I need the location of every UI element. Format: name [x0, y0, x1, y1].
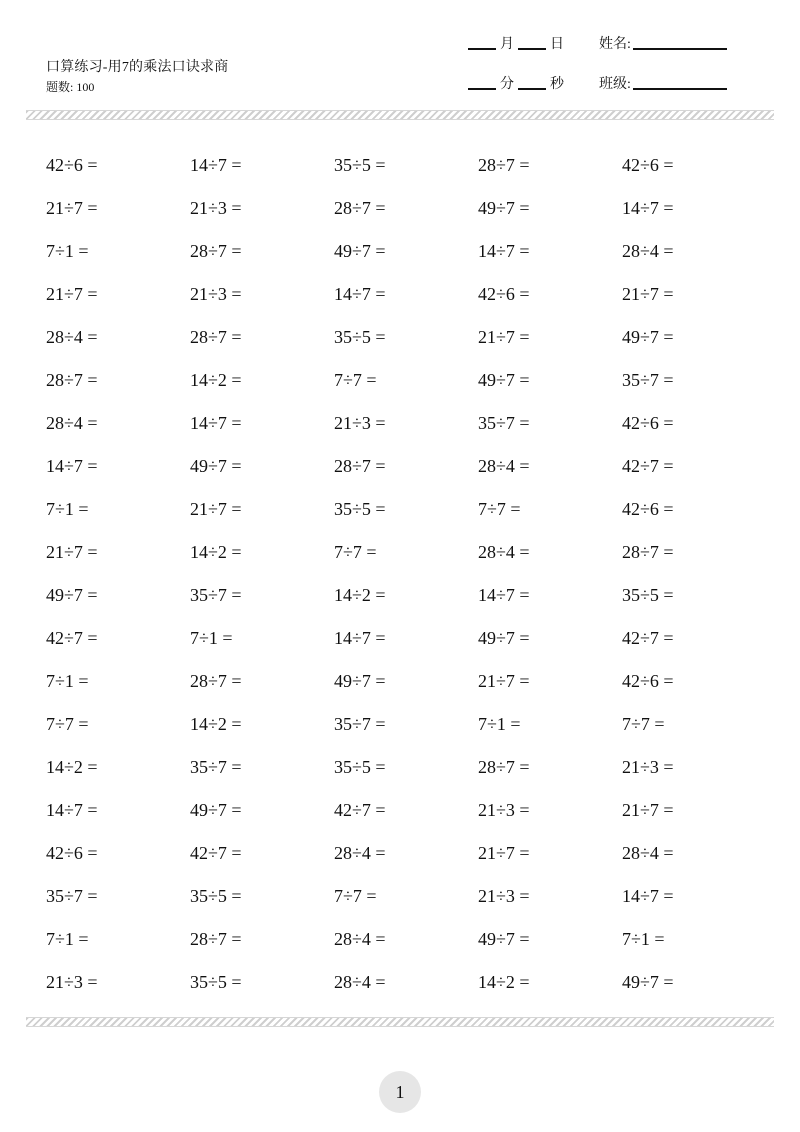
- problem-item: 28÷7 =: [334, 456, 386, 476]
- problem-item: 14÷7 =: [478, 585, 530, 605]
- problem-item: 28÷4 =: [622, 241, 674, 261]
- problem-item: 49÷7 =: [190, 800, 242, 820]
- problem-item: 49÷7 =: [478, 929, 530, 949]
- problem-item: 28÷4 =: [622, 843, 674, 863]
- problem-item: 21÷7 =: [622, 284, 674, 304]
- problem-item: 28÷7 =: [334, 198, 386, 218]
- problem-item: 35÷5 =: [334, 499, 386, 519]
- problem-item: 14÷2 =: [190, 542, 242, 562]
- page-number: 1: [379, 1071, 421, 1113]
- problem-grid: [46, 150, 766, 1010]
- problem-item: 42÷7 =: [46, 628, 98, 648]
- problem-item: 28÷4 =: [478, 456, 530, 476]
- problem-item: 35÷7 =: [46, 886, 98, 906]
- problem-item: 49÷7 =: [478, 370, 530, 390]
- problem-item: 28÷7 =: [46, 370, 98, 390]
- problem-item: 28÷4 =: [46, 413, 98, 433]
- problem-item: 21÷7 =: [478, 671, 530, 691]
- problem-item: 42÷7 =: [334, 800, 386, 820]
- problem-item: 28÷7 =: [190, 241, 242, 261]
- problem-item: 49÷7 =: [622, 972, 674, 992]
- problem-item: 7÷1 =: [622, 929, 665, 949]
- problem-item: 14÷7 =: [334, 628, 386, 648]
- problem-item: 28÷4 =: [334, 929, 386, 949]
- problem-item: 21÷3 =: [622, 757, 674, 777]
- problem-item: 49÷7 =: [478, 198, 530, 218]
- problem-item: 35÷5 =: [334, 327, 386, 347]
- problem-item: 28÷7 =: [478, 757, 530, 777]
- problem-item: 7÷7 =: [334, 370, 377, 390]
- problem-item: 35÷5 =: [334, 757, 386, 777]
- month-blank[interactable]: [468, 48, 496, 50]
- second-blank[interactable]: [518, 88, 546, 90]
- problem-item: 21÷3 =: [190, 198, 242, 218]
- month-label: 月: [500, 37, 514, 52]
- day-blank[interactable]: [518, 48, 546, 50]
- problem-item: 7÷7 =: [46, 714, 89, 734]
- problem-item: 14÷7 =: [190, 155, 242, 175]
- class-label: 班级:: [599, 77, 631, 92]
- problem-item: 35÷5 =: [622, 585, 674, 605]
- problem-item: 7÷7 =: [334, 542, 377, 562]
- problem-item: 42÷6 =: [622, 155, 674, 175]
- problem-item: 14÷2 =: [46, 757, 98, 777]
- problem-item: 14÷7 =: [622, 198, 674, 218]
- problem-item: 49÷7 =: [334, 671, 386, 691]
- problem-item: 21÷7 =: [46, 284, 98, 304]
- problem-item: 49÷7 =: [478, 628, 530, 648]
- problem-item: 42÷7 =: [190, 843, 242, 863]
- problem-item: 21÷7 =: [46, 198, 98, 218]
- problem-item: 28÷7 =: [622, 542, 674, 562]
- problem-item: 49÷7 =: [190, 456, 242, 476]
- problem-item: 35÷7 =: [478, 413, 530, 433]
- problem-item: 28÷7 =: [190, 929, 242, 949]
- problem-item: 49÷7 =: [46, 585, 98, 605]
- problem-item: 35÷5 =: [334, 155, 386, 175]
- second-label: 秒: [550, 77, 564, 92]
- worksheet-title: 口算练习-用7的乘法口诀求商: [46, 60, 229, 75]
- problem-item: 14÷7 =: [46, 800, 98, 820]
- problem-item: 14÷7 =: [190, 413, 242, 433]
- problem-item: 7÷1 =: [478, 714, 521, 734]
- problem-item: 42÷6 =: [622, 413, 674, 433]
- problem-count: 题数: 100: [46, 80, 95, 94]
- problem-item: 49÷7 =: [334, 241, 386, 261]
- problem-item: 28÷4 =: [478, 542, 530, 562]
- name-label: 姓名:: [599, 37, 631, 52]
- top-divider: [26, 110, 774, 120]
- problem-item: 7÷1 =: [46, 671, 89, 691]
- problem-item: 7÷7 =: [334, 886, 377, 906]
- problem-item: 28÷7 =: [190, 671, 242, 691]
- problem-item: 7÷1 =: [46, 499, 89, 519]
- problem-item: 7÷1 =: [46, 929, 89, 949]
- problem-item: 35÷7 =: [190, 757, 242, 777]
- name-blank[interactable]: [633, 48, 727, 50]
- problem-item: 21÷3 =: [190, 284, 242, 304]
- time-field[interactable]: [468, 73, 564, 93]
- bottom-divider: [26, 1017, 774, 1027]
- problem-item: 21÷3 =: [478, 886, 530, 906]
- problem-item: 14÷2 =: [190, 370, 242, 390]
- problem-item: 21÷7 =: [190, 499, 242, 519]
- problem-item: 35÷7 =: [622, 370, 674, 390]
- problem-item: 42÷6 =: [46, 843, 98, 863]
- problem-item: 42÷7 =: [622, 628, 674, 648]
- problem-item: 28÷4 =: [334, 972, 386, 992]
- problem-item: 14÷2 =: [334, 585, 386, 605]
- problem-item: 28÷7 =: [190, 327, 242, 347]
- problem-item: 28÷7 =: [478, 155, 530, 175]
- date-field[interactable]: [468, 33, 564, 53]
- problem-item: 7÷7 =: [478, 499, 521, 519]
- minute-blank[interactable]: [468, 88, 496, 90]
- problem-item: 42÷6 =: [622, 499, 674, 519]
- problem-item: 21÷7 =: [478, 843, 530, 863]
- minute-label: 分: [500, 77, 514, 92]
- problem-item: 35÷5 =: [190, 886, 242, 906]
- problem-item: 7÷7 =: [622, 714, 665, 734]
- problem-item: 35÷7 =: [190, 585, 242, 605]
- class-blank[interactable]: [633, 88, 727, 90]
- problem-item: 49÷7 =: [622, 327, 674, 347]
- problem-item: 14÷7 =: [46, 456, 98, 476]
- problem-item: 28÷4 =: [46, 327, 98, 347]
- problem-item: 42÷6 =: [46, 155, 98, 175]
- problem-item: 28÷4 =: [334, 843, 386, 863]
- problem-item: 42÷6 =: [622, 671, 674, 691]
- problem-item: 21÷7 =: [478, 327, 530, 347]
- problem-item: 21÷3 =: [46, 972, 98, 992]
- problem-item: 35÷7 =: [334, 714, 386, 734]
- problem-item: 35÷5 =: [190, 972, 242, 992]
- problem-item: 14÷7 =: [334, 284, 386, 304]
- day-label: 日: [550, 37, 564, 52]
- problem-item: 14÷2 =: [190, 714, 242, 734]
- class-field[interactable]: [599, 73, 727, 93]
- problem-item: 21÷7 =: [622, 800, 674, 820]
- problem-item: 42÷6 =: [478, 284, 530, 304]
- problem-item: 21÷3 =: [334, 413, 386, 433]
- problem-item: 21÷7 =: [46, 542, 98, 562]
- problem-item: 7÷1 =: [46, 241, 89, 261]
- problem-item: 42÷7 =: [622, 456, 674, 476]
- problem-item: 14÷7 =: [478, 241, 530, 261]
- name-field[interactable]: [599, 33, 727, 53]
- problem-item: 14÷7 =: [622, 886, 674, 906]
- problem-item: 7÷1 =: [190, 628, 233, 648]
- problem-item: 21÷3 =: [478, 800, 530, 820]
- problem-item: 14÷2 =: [478, 972, 530, 992]
